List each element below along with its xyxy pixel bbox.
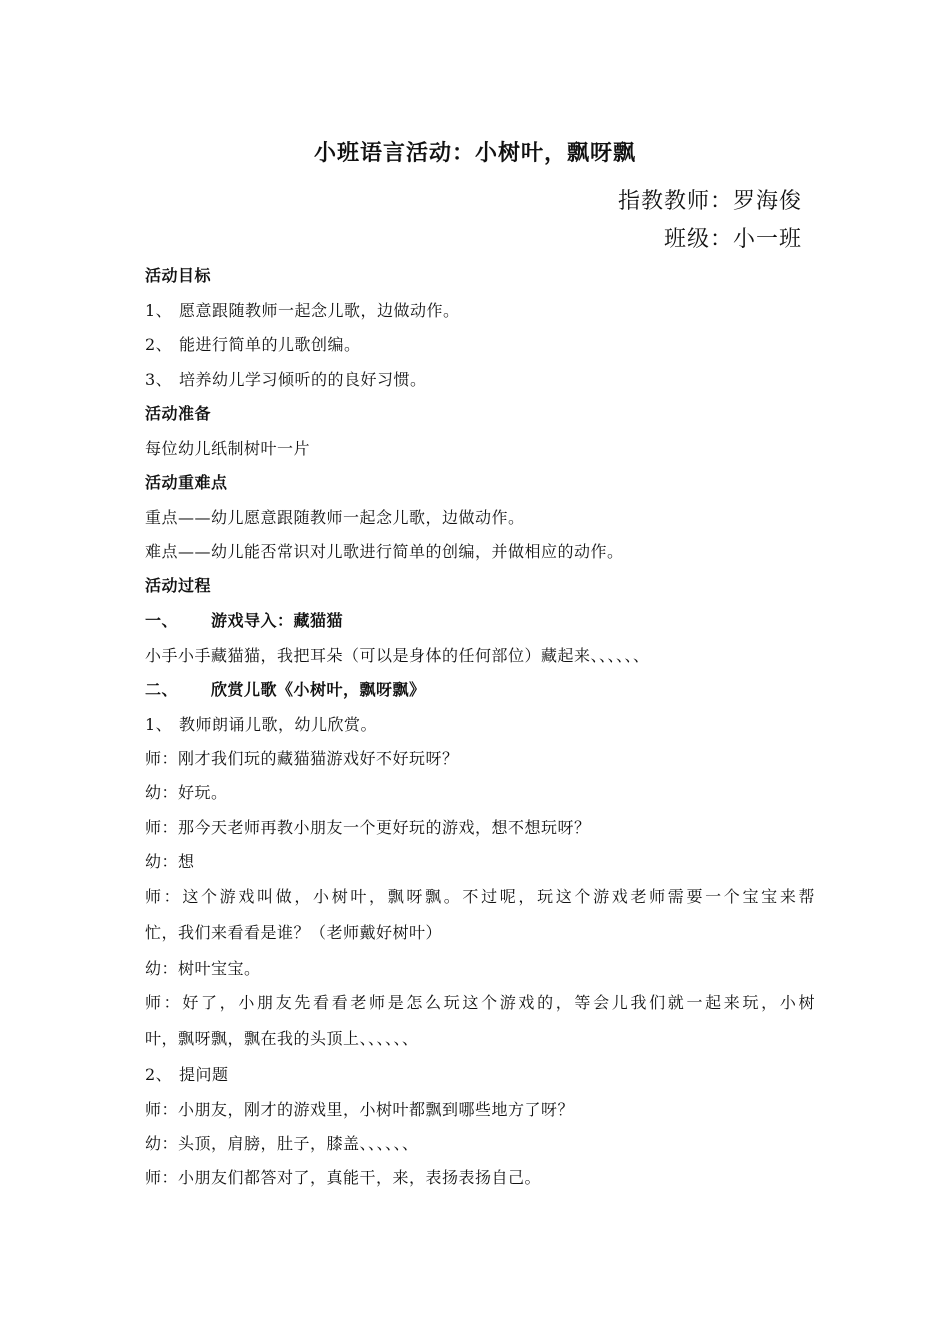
goal-text: 能进行简单的儿歌创编。 xyxy=(179,335,361,354)
section-heading xyxy=(145,608,815,631)
goals-heading: 活动目标 xyxy=(145,266,212,285)
process-heading: 活动过程 xyxy=(145,576,212,595)
step-number: 2、 xyxy=(145,1065,173,1084)
step-item xyxy=(145,1062,815,1085)
key-focus: 重点——幼儿愿意跟随教师一起念儿歌，边做动作。 xyxy=(145,508,525,527)
key-heading: 活动重难点 xyxy=(145,473,228,492)
goal-item xyxy=(145,332,815,355)
dialogue-line: 师：这个游戏叫做，小树叶，飘呀飘。不过呢，玩这个游戏老师需要一个宝宝来帮 xyxy=(145,887,815,906)
goal-item xyxy=(145,367,815,390)
dialogue-line: 幼：好玩。 xyxy=(145,783,228,802)
step-item xyxy=(145,712,815,735)
page-title: 小班语言活动：小树叶，飘呀飘 xyxy=(313,140,636,166)
dialogue-line: 幼：树叶宝宝。 xyxy=(145,959,261,978)
prep-heading: 活动准备 xyxy=(145,404,212,423)
class-label: 班级：小一班 xyxy=(663,227,802,252)
teacher-label: 指教教师：罗海俊 xyxy=(617,189,802,214)
dialogue-line: 师：好了，小朋友先看看老师是怎么玩这个游戏的，等会儿我们就一起来玩，小树 xyxy=(145,993,815,1012)
section-heading xyxy=(145,677,815,700)
goal-number: 2、 xyxy=(145,335,173,354)
goal-number: 1、 xyxy=(145,301,173,320)
goal-number: 3、 xyxy=(145,370,173,389)
dialogue-line: 叶，飘呀飘，飘在我的头顶上、、、、、、 xyxy=(145,1029,419,1048)
dialogue-line: 幼：想 xyxy=(145,852,195,871)
dialogue-line: 忙，我们来看看是谁？（老师戴好树叶） xyxy=(145,923,443,942)
dialogue-line: 师：那今天老师再教小朋友一个更好玩的游戏，想不想玩呀？ xyxy=(145,818,591,837)
goal-text: 培养幼儿学习倾听的的良好习惯。 xyxy=(179,370,427,389)
dialogue-line: 师：小朋友，刚才的游戏里，小树叶都飘到哪些地方了呀？ xyxy=(145,1100,575,1119)
section-title: 欣赏儿歌《小树叶，飘呀飘》 xyxy=(211,680,426,699)
step-number: 1、 xyxy=(145,715,173,734)
dialogue-line: 幼：头顶，肩膀，肚子，膝盖、、、、、、 xyxy=(145,1134,419,1153)
key-difficulty: 难点——幼儿能否常识对儿歌进行简单的创编，并做相应的动作。 xyxy=(145,542,624,561)
step-text: 提问题 xyxy=(179,1065,229,1084)
prep-text: 每位幼儿纸制树叶一片 xyxy=(145,439,311,458)
section-number: 二、 xyxy=(145,680,179,699)
goal-text: 愿意跟随教师一起念儿歌，边做动作。 xyxy=(179,301,460,320)
dialogue-line: 师：刚才我们玩的藏猫猫游戏好不好玩呀？ xyxy=(145,749,459,768)
goal-item xyxy=(145,298,815,321)
section-text: 小手小手藏猫猫，我把耳朵（可以是身体的任何部位）藏起来、、、、、、 xyxy=(145,646,650,665)
step-text: 教师朗诵儿歌，幼儿欣赏。 xyxy=(179,715,378,734)
dialogue-line: 师：小朋友们都答对了，真能干，来，表扬表扬自己。 xyxy=(145,1168,542,1187)
section-title: 游戏导入：藏猫猫 xyxy=(211,611,344,630)
section-number: 一、 xyxy=(145,611,179,630)
